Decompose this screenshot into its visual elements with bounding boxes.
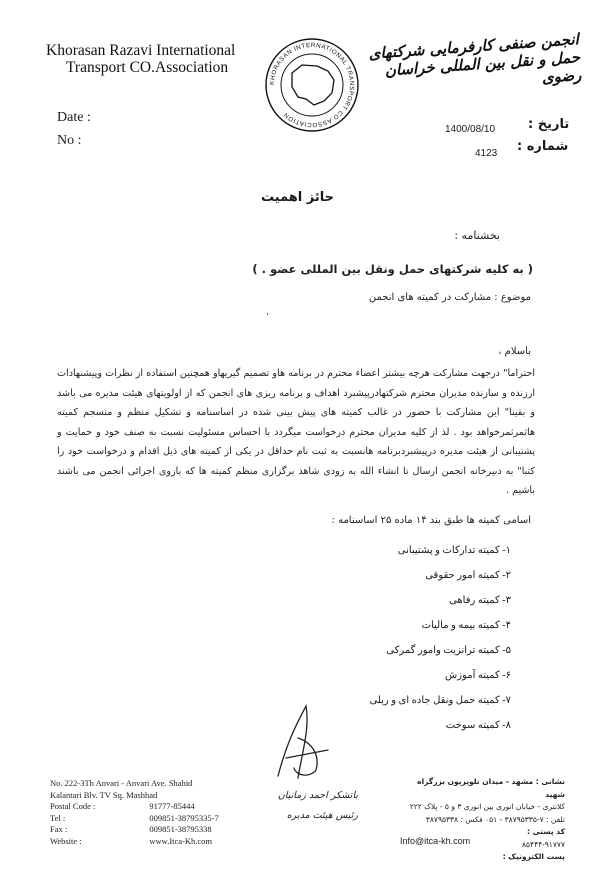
- footer-fa-email-label: پست الکترونیک :: [502, 852, 565, 861]
- table-row: [50, 801, 219, 813]
- org-name-en: [46, 42, 235, 76]
- priority-heading: حائز اهمیت: [261, 190, 334, 205]
- signature-block: [248, 786, 358, 826]
- list-item: ۱- کمیته تدارکات و پشتیبانی: [397, 545, 511, 556]
- svg-text:KHORASAN INTERNATIONAL TRANSPO: [269, 42, 355, 128]
- association-emblem: [262, 35, 362, 135]
- circular-label: بخشنامه :: [454, 229, 500, 242]
- salutation: باسلام ،: [498, 346, 531, 357]
- committee-list-heading: اسامی کمیته ها طبق بند ۱۴ ماده ۲۵ اساسنامه :: [331, 515, 531, 526]
- postal-code-value: 91777-85444: [149, 801, 195, 811]
- org-name-en-line1: Khorasan Razavi International: [46, 42, 236, 59]
- footer-fa-address-line2: کلانتری - خیابان انوری بین انوری ۳ و ۵ - پلاک ۲۲۲: [409, 802, 565, 811]
- addressee-line: ( به کلیه شرکتهای حمل ونقل بین المللی عضو . ): [252, 262, 533, 276]
- date-label-fa: تاریخ :: [528, 117, 570, 132]
- number-label-fa: شماره :: [517, 139, 569, 154]
- table-row: [50, 824, 219, 836]
- list-item: ۷- کمیته حمل ونقل جاده ای و ریلی: [369, 695, 511, 706]
- tel-label: Tel :: [50, 812, 66, 823]
- date-label-en: Date :: [57, 110, 91, 125]
- footer-contact-table: [50, 801, 219, 847]
- list-item: ۴- کمیته بیمه و مالیات: [421, 620, 511, 631]
- fax-value: 009851-38795338: [149, 824, 212, 834]
- footer-fa-email: [395, 851, 565, 864]
- table-row: [50, 836, 219, 848]
- footer-address-line1: No. 222-3Th Anvari - Anvari Ave. Shahid: [50, 778, 193, 788]
- website-link[interactable]: www.Itca-Kh.com: [149, 835, 213, 846]
- footer-address-line2: Kalantari Blv. TV Sq. Mashhad: [50, 789, 158, 800]
- emblem-ring-text: KHORASAN INTERNATIONAL TRANSPORT CO.ASSOCIATION: [268, 41, 356, 129]
- org-name-fa: انجمن صنفی کارفرمایی شرکتهای حمل و نقل بین المللی خراسان رضوی: [368, 30, 582, 87]
- org-name-en-line2: Transport CO.Association: [66, 59, 229, 76]
- list-item: ۵- کمیته ترانزیت وامور گمرکی: [386, 645, 511, 656]
- fax-label: Fax :: [50, 824, 68, 834]
- footer-fa-postal-label: کد پستی :: [526, 827, 565, 836]
- list-item: ۳- کمیته رفاهی: [449, 595, 511, 606]
- signature-title: رئیس هیئت مدیره: [286, 810, 358, 821]
- footer-fa: [395, 776, 565, 864]
- footer-en: [50, 778, 219, 847]
- stray-mark: ،: [266, 308, 269, 318]
- list-item: ۶- کمیته آموزش: [445, 670, 511, 681]
- list-item: ۸- کمیته سوخت: [445, 720, 511, 731]
- number-value: 4123: [475, 148, 498, 159]
- handwritten-signature: [258, 698, 348, 788]
- website-label: Website :: [50, 835, 82, 846]
- footer-email-link[interactable]: Info@itca-kh.com: [400, 836, 471, 846]
- subject-line: موضوع : مشارکت در کمیته های انجمن: [368, 292, 531, 303]
- footer-fa-address: نشانی : مشهد - میدان تلویزیون بزرگراه شهید: [417, 777, 565, 799]
- iran-map-icon: [292, 65, 334, 105]
- date-value: 1400/08/10: [445, 124, 496, 135]
- list-item: ۲- کمیته امور حقوقی: [425, 570, 511, 581]
- number-label-en: No :: [57, 133, 82, 148]
- postal-code-label: Postal Code :: [50, 801, 96, 811]
- body-paragraph: احتراما" درجهت مشارکت هرچه بیشتر اعضاء محترم در برنامه هاو تصمیم گیریهاو همچنین استفاده از نظرات وپیشنهادات ارزنده و سازنده مدیران محترم شرکتهادرپیشبرد اهداف و برنامه ریزی های انجمن که از اولویتهای هیئت مدیره می باشد و بقینا" این مشارکت با حضور در غالب کمیته های پیش بینی شده در اساسنامه و تشکیل منظم و منسجم کمیته هاثمرثمرخواهد بود . لذ از کلیه مدیران محترم درخواست میگردد با احساس مسئولیت نسبت به صنف خود و حمایت و پشتیبانی از هیئت مدیره درپیشبردبرنامه هانسبت به ثبت نام حداقل در یکی از کمیته های ذیل اقدام و درخواست خود را کتبا" به دبیرخانه انجمن ارسال تا انشاء الله به زودی شاهد برگزاری منظم کمیته ها که بازوی اجرائی انجمن می باشند باشیم .: [57, 368, 535, 496]
- table-row: [50, 813, 219, 825]
- footer-fa-postal-value: ۸۵۴۴۴-۹۱۷۷۷: [522, 839, 565, 849]
- signature-name: باتشکر احمد زمانیان: [277, 790, 358, 801]
- tel-value: 009851-38795335-7: [149, 812, 219, 823]
- committee-list: [369, 538, 511, 738]
- footer-fa-phone: تلفن : ۷-۳۸۷۹۵۳۳۵ - ۰۵۱ فکس : ۳۸۷۹۵۳۳۸: [425, 814, 565, 824]
